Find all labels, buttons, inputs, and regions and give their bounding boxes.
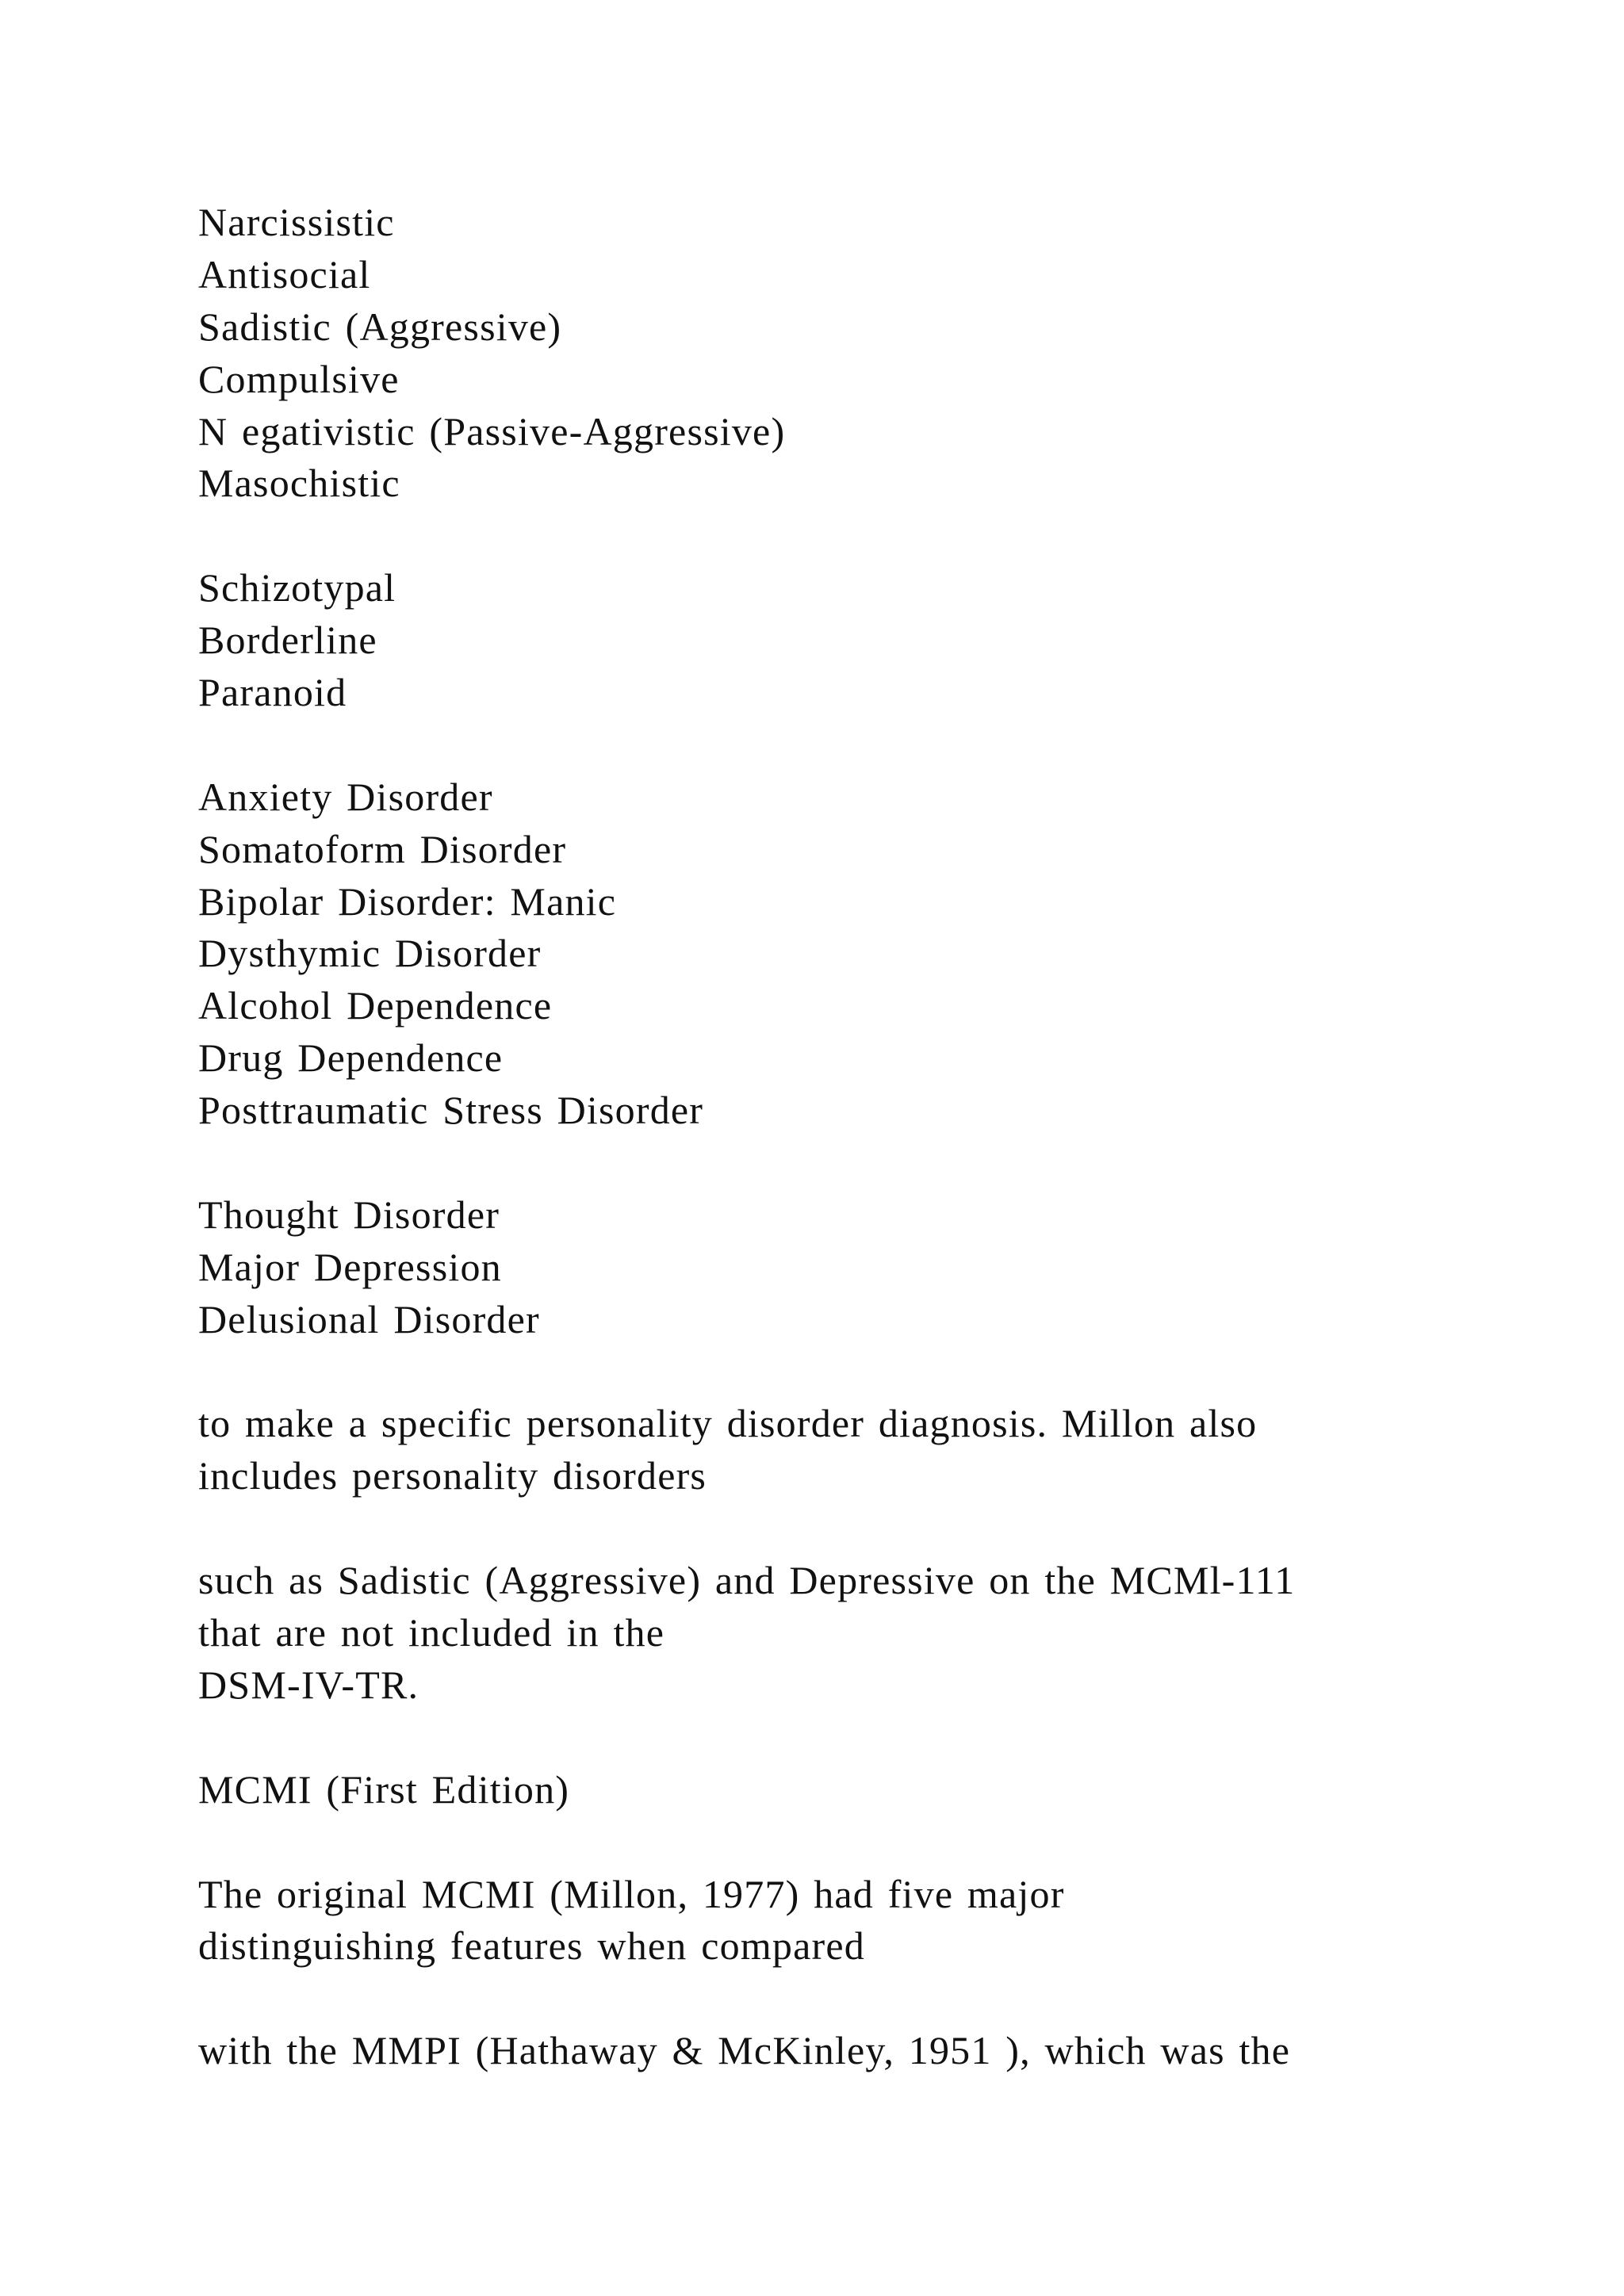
blank-line xyxy=(198,1137,1546,1189)
paragraph-line: DSM-IV-TR. xyxy=(198,1662,419,1707)
list-item: Masochistic xyxy=(198,461,400,506)
list-item: Drug Dependence xyxy=(198,1035,504,1081)
list-item: Antisocial xyxy=(198,251,371,297)
list-item: Major Depression xyxy=(198,1244,502,1289)
list-item: Bipolar Disorder: Manic xyxy=(198,878,617,924)
paragraph-line: includes personality disorders xyxy=(198,1453,707,1498)
paragraph-line: to make a specific personality disorder diagnosis. Millon also xyxy=(198,1401,1258,1446)
list-item: Compulsive xyxy=(198,356,400,401)
list-item: Delusional Disorder xyxy=(198,1296,540,1341)
list-item: Borderline xyxy=(198,618,377,663)
list-item: N egativistic (Passive-Aggressive) xyxy=(198,408,786,453)
blank-line xyxy=(198,510,1546,562)
paragraph-line: with the MMPI (Hathaway & McKinley, 1951 ), which was the xyxy=(198,2028,1291,2073)
blank-line xyxy=(198,1346,1546,1399)
list-item: Somatoform Disorder xyxy=(198,826,567,871)
list-item: Sadistic (Aggressive) xyxy=(198,304,562,349)
paragraph-line: such as Sadistic (Aggressive) and Depressive on the MCMl-111 xyxy=(198,1558,1296,1603)
paragraph-line: The original MCMI (Millon, 1977) had five major xyxy=(198,1871,1065,1916)
document-body xyxy=(198,197,1546,2077)
list-item: Thought Disorder xyxy=(198,1192,500,1237)
blank-line xyxy=(198,1712,1546,1764)
blank-line xyxy=(198,1502,1546,1555)
blank-line xyxy=(198,719,1546,771)
list-item: Dysthymic Disorder xyxy=(198,931,542,976)
list-item: Narcissistic xyxy=(198,200,395,244)
list-item: Anxiety Disorder xyxy=(198,774,493,819)
paragraph-line: distinguishing features when compared xyxy=(198,1923,865,1969)
list-item: Schizotypal xyxy=(198,565,396,610)
paragraph-line: that are not included in the xyxy=(198,1610,665,1655)
list-item: Paranoid xyxy=(198,670,347,715)
section-heading: MCMI (First Edition) xyxy=(198,1766,570,1812)
blank-line xyxy=(198,1816,1546,1869)
list-item: Alcohol Dependence xyxy=(198,983,553,1028)
blank-line xyxy=(198,1973,1546,2025)
list-item: Posttraumatic Stress Disorder xyxy=(198,1088,704,1133)
